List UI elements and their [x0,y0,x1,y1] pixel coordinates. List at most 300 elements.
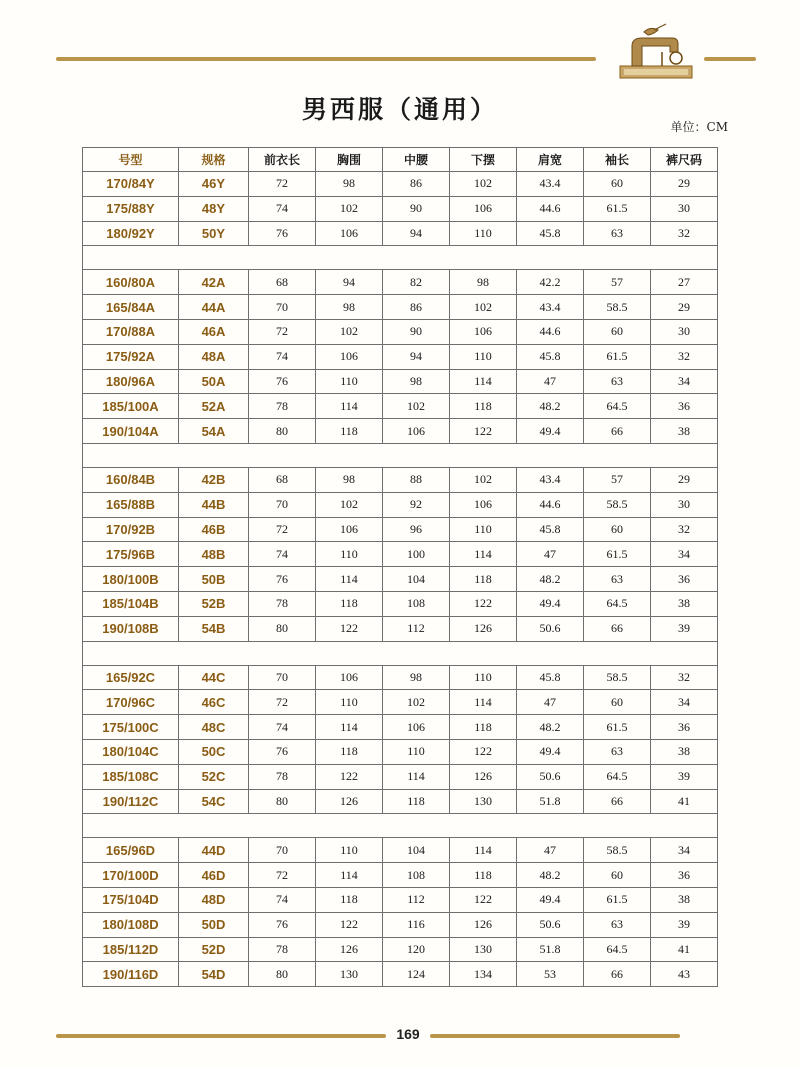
cell-model: 160/80A [83,270,179,295]
cell-waist: 98 [383,369,450,394]
cell-shoulder: 48.2 [517,394,584,419]
cell-front-length: 80 [249,962,316,987]
group-separator-cell [83,246,718,270]
cell-hem: 110 [450,665,517,690]
cell-front-length: 70 [249,295,316,320]
cell-model: 185/104B [83,591,179,616]
cell-sleeve: 61.5 [584,542,651,567]
cell-waist: 90 [383,319,450,344]
table-row [83,542,718,567]
cell-front-length: 76 [249,567,316,592]
cell-sleeve: 60 [584,172,651,197]
column-header-hem: 下摆 [450,148,517,172]
size-chart-body [83,172,718,987]
cell-shoulder: 50.6 [517,912,584,937]
cell-shoulder: 43.4 [517,172,584,197]
cell-spec: 42B [179,467,249,492]
page-title: 男西服（通用） [301,95,498,124]
cell-model: 175/88Y [83,196,179,221]
cell-spec: 42A [179,270,249,295]
cell-sleeve: 63 [584,739,651,764]
table-row [83,962,718,987]
table-row [83,567,718,592]
cell-spec: 50Y [179,221,249,246]
cell-model: 185/108C [83,764,179,789]
cell-model: 190/104A [83,419,179,444]
cell-front-length: 80 [249,789,316,814]
cell-shoulder: 51.8 [517,789,584,814]
cell-spec: 46D [179,863,249,888]
cell-hem: 122 [450,887,517,912]
table-row [83,221,718,246]
cell-front-length: 76 [249,221,316,246]
cell-shoulder: 53 [517,962,584,987]
cell-hem: 106 [450,492,517,517]
cell-front-length: 72 [249,690,316,715]
cell-sleeve: 64.5 [584,591,651,616]
column-header-pant-size: 裤尺码 [651,148,718,172]
cell-model: 170/88A [83,319,179,344]
cell-shoulder: 43.4 [517,467,584,492]
cell-spec: 52A [179,394,249,419]
cell-chest: 98 [316,467,383,492]
cell-waist: 104 [383,567,450,592]
cell-shoulder: 47 [517,542,584,567]
cell-pant-size: 32 [651,344,718,369]
cell-spec: 54C [179,789,249,814]
group-separator-cell [83,443,718,467]
table-row [83,319,718,344]
group-separator-row [83,443,718,467]
table-row [83,616,718,641]
cell-spec: 50B [179,567,249,592]
cell-front-length: 72 [249,172,316,197]
cell-waist: 96 [383,517,450,542]
table-row [83,369,718,394]
column-header-model: 号型 [83,148,179,172]
table-row [83,937,718,962]
top-decorative-rule-right [704,57,756,61]
group-separator-row [83,814,718,838]
table-row [83,172,718,197]
group-separator-row [83,641,718,665]
cell-pant-size: 34 [651,369,718,394]
cell-shoulder: 42.2 [517,270,584,295]
cell-spec: 48A [179,344,249,369]
cell-model: 165/88B [83,492,179,517]
cell-waist: 108 [383,591,450,616]
cell-model: 190/108B [83,616,179,641]
cell-model: 160/84B [83,467,179,492]
table-row [83,295,718,320]
cell-chest: 130 [316,962,383,987]
cell-pant-size: 29 [651,172,718,197]
cell-sleeve: 64.5 [584,764,651,789]
cell-spec: 46C [179,690,249,715]
cell-sleeve: 66 [584,962,651,987]
cell-hem: 130 [450,937,517,962]
cell-hem: 122 [450,739,517,764]
cell-shoulder: 45.8 [517,517,584,542]
cell-chest: 98 [316,295,383,320]
cell-shoulder: 48.2 [517,715,584,740]
cell-chest: 106 [316,665,383,690]
table-row [83,591,718,616]
cell-front-length: 74 [249,196,316,221]
cell-hem: 106 [450,319,517,344]
cell-model: 170/96C [83,690,179,715]
cell-hem: 114 [450,369,517,394]
cell-chest: 118 [316,739,383,764]
cell-model: 180/92Y [83,221,179,246]
cell-sleeve: 61.5 [584,344,651,369]
cell-chest: 110 [316,542,383,567]
page-number: 169 [396,1026,420,1042]
cell-model: 175/100C [83,715,179,740]
table-row [83,887,718,912]
cell-spec: 52C [179,764,249,789]
cell-shoulder: 44.6 [517,319,584,344]
cell-shoulder: 45.8 [517,221,584,246]
cell-spec: 54A [179,419,249,444]
cell-model: 175/96B [83,542,179,567]
cell-chest: 122 [316,764,383,789]
cell-hem: 118 [450,863,517,888]
cell-sleeve: 60 [584,690,651,715]
cell-model: 175/92A [83,344,179,369]
cell-pant-size: 32 [651,221,718,246]
cell-chest: 114 [316,394,383,419]
cell-waist: 106 [383,715,450,740]
cell-waist: 94 [383,344,450,369]
cell-front-length: 70 [249,838,316,863]
cell-pant-size: 41 [651,937,718,962]
table-row [83,517,718,542]
group-separator-row [83,246,718,270]
cell-hem: 110 [450,221,517,246]
cell-spec: 52B [179,591,249,616]
cell-waist: 118 [383,789,450,814]
table-row [83,394,718,419]
table-row [83,912,718,937]
cell-hem: 126 [450,616,517,641]
cell-front-length: 78 [249,937,316,962]
cell-shoulder: 49.4 [517,419,584,444]
cell-sleeve: 63 [584,221,651,246]
cell-shoulder: 45.8 [517,665,584,690]
cell-pant-size: 39 [651,764,718,789]
cell-pant-size: 29 [651,295,718,320]
cell-sleeve: 60 [584,319,651,344]
cell-shoulder: 44.6 [517,492,584,517]
cell-chest: 122 [316,616,383,641]
table-row [83,492,718,517]
cell-chest: 122 [316,912,383,937]
cell-chest: 110 [316,838,383,863]
cell-waist: 92 [383,492,450,517]
cell-hem: 114 [450,690,517,715]
table-row [83,665,718,690]
column-header-shoulder: 肩宽 [517,148,584,172]
cell-hem: 110 [450,344,517,369]
cell-spec: 48C [179,715,249,740]
size-chart-table [82,147,718,987]
cell-waist: 90 [383,196,450,221]
cell-front-length: 76 [249,912,316,937]
cell-front-length: 80 [249,419,316,444]
cell-sleeve: 58.5 [584,295,651,320]
cell-pant-size: 32 [651,517,718,542]
cell-pant-size: 36 [651,394,718,419]
cell-spec: 52D [179,937,249,962]
cell-model: 180/108D [83,912,179,937]
cell-chest: 94 [316,270,383,295]
cell-pant-size: 30 [651,196,718,221]
cell-hem: 114 [450,838,517,863]
cell-shoulder: 44.6 [517,196,584,221]
unit-label: 单位：CM [670,120,728,134]
cell-shoulder: 47 [517,690,584,715]
cell-pant-size: 38 [651,591,718,616]
cell-model: 175/104D [83,887,179,912]
cell-sleeve: 58.5 [584,665,651,690]
cell-pant-size: 27 [651,270,718,295]
table-row [83,863,718,888]
group-separator-cell [83,814,718,838]
cell-front-length: 74 [249,715,316,740]
cell-spec: 46B [179,517,249,542]
cell-waist: 112 [383,616,450,641]
cell-chest: 102 [316,319,383,344]
cell-pant-size: 39 [651,616,718,641]
cell-hem: 130 [450,789,517,814]
cell-chest: 106 [316,221,383,246]
cell-front-length: 74 [249,344,316,369]
cell-spec: 44D [179,838,249,863]
cell-hem: 102 [450,467,517,492]
cell-waist: 112 [383,887,450,912]
cell-sleeve: 61.5 [584,196,651,221]
cell-front-length: 70 [249,492,316,517]
column-header-waist: 中腰 [383,148,450,172]
cell-waist: 102 [383,690,450,715]
cell-shoulder: 49.4 [517,739,584,764]
cell-front-length: 78 [249,764,316,789]
cell-hem: 126 [450,764,517,789]
cell-model: 165/96D [83,838,179,863]
column-header-front-length: 前衣长 [249,148,316,172]
cell-front-length: 74 [249,887,316,912]
tailor-emblem-icon [614,22,698,82]
table-row [83,270,718,295]
cell-waist: 124 [383,962,450,987]
table-row [83,419,718,444]
cell-sleeve: 57 [584,270,651,295]
cell-chest: 106 [316,344,383,369]
cell-front-length: 78 [249,394,316,419]
cell-hem: 126 [450,912,517,937]
cell-pant-size: 36 [651,863,718,888]
cell-pant-size: 41 [651,789,718,814]
cell-model: 165/92C [83,665,179,690]
table-row [83,467,718,492]
cell-sleeve: 57 [584,467,651,492]
table-row [83,764,718,789]
cell-front-length: 70 [249,665,316,690]
cell-spec: 46A [179,319,249,344]
table-row [83,344,718,369]
cell-chest: 114 [316,567,383,592]
cell-front-length: 76 [249,369,316,394]
table-row [83,739,718,764]
cell-sleeve: 58.5 [584,838,651,863]
top-decorative-rule [56,57,596,61]
cell-spec: 48Y [179,196,249,221]
cell-hem: 118 [450,715,517,740]
cell-waist: 108 [383,863,450,888]
cell-waist: 94 [383,221,450,246]
cell-spec: 46Y [179,172,249,197]
cell-pant-size: 38 [651,739,718,764]
cell-pant-size: 36 [651,715,718,740]
cell-shoulder: 51.8 [517,937,584,962]
cell-pant-size: 43 [651,962,718,987]
table-header-row [83,148,718,172]
bottom-decorative-rule [56,1034,386,1038]
cell-model: 170/84Y [83,172,179,197]
cell-shoulder: 49.4 [517,887,584,912]
cell-hem: 122 [450,591,517,616]
cell-front-length: 80 [249,616,316,641]
cell-chest: 106 [316,517,383,542]
column-header-spec: 规格 [179,148,249,172]
cell-sleeve: 61.5 [584,887,651,912]
cell-shoulder: 50.6 [517,764,584,789]
cell-pant-size: 30 [651,492,718,517]
cell-sleeve: 66 [584,789,651,814]
cell-waist: 88 [383,467,450,492]
cell-shoulder: 48.2 [517,567,584,592]
cell-hem: 118 [450,567,517,592]
cell-hem: 118 [450,394,517,419]
cell-model: 190/112C [83,789,179,814]
cell-shoulder: 50.6 [517,616,584,641]
cell-pant-size: 36 [651,567,718,592]
cell-waist: 114 [383,764,450,789]
cell-spec: 48B [179,542,249,567]
cell-chest: 126 [316,789,383,814]
cell-pant-size: 34 [651,838,718,863]
cell-hem: 102 [450,172,517,197]
cell-model: 190/116D [83,962,179,987]
cell-pant-size: 32 [651,665,718,690]
cell-pant-size: 38 [651,887,718,912]
cell-spec: 44B [179,492,249,517]
cell-spec: 50C [179,739,249,764]
cell-waist: 104 [383,838,450,863]
cell-pant-size: 39 [651,912,718,937]
cell-spec: 50D [179,912,249,937]
cell-chest: 110 [316,690,383,715]
cell-front-length: 68 [249,270,316,295]
table-row [83,196,718,221]
cell-waist: 110 [383,739,450,764]
cell-spec: 48D [179,887,249,912]
cell-chest: 118 [316,419,383,444]
cell-shoulder: 49.4 [517,591,584,616]
cell-spec: 54B [179,616,249,641]
cell-chest: 114 [316,863,383,888]
cell-waist: 98 [383,665,450,690]
cell-front-length: 76 [249,739,316,764]
cell-pant-size: 34 [651,542,718,567]
cell-spec: 44A [179,295,249,320]
bottom-decorative-rule-right [430,1034,680,1038]
column-header-sleeve: 袖长 [584,148,651,172]
cell-front-length: 72 [249,319,316,344]
cell-model: 170/92B [83,517,179,542]
cell-chest: 98 [316,172,383,197]
table-row [83,789,718,814]
cell-pant-size: 29 [651,467,718,492]
cell-model: 185/112D [83,937,179,962]
cell-front-length: 68 [249,467,316,492]
cell-sleeve: 66 [584,419,651,444]
table-row [83,838,718,863]
cell-shoulder: 43.4 [517,295,584,320]
cell-model: 170/100D [83,863,179,888]
cell-waist: 120 [383,937,450,962]
cell-shoulder: 47 [517,369,584,394]
cell-shoulder: 47 [517,838,584,863]
cell-chest: 126 [316,937,383,962]
cell-model: 165/84A [83,295,179,320]
cell-chest: 118 [316,887,383,912]
cell-spec: 54D [179,962,249,987]
cell-front-length: 72 [249,517,316,542]
cell-sleeve: 63 [584,912,651,937]
cell-chest: 114 [316,715,383,740]
cell-chest: 102 [316,196,383,221]
cell-waist: 116 [383,912,450,937]
cell-sleeve: 58.5 [584,492,651,517]
cell-sleeve: 63 [584,567,651,592]
cell-hem: 110 [450,517,517,542]
cell-front-length: 74 [249,542,316,567]
cell-waist: 86 [383,172,450,197]
cell-front-length: 72 [249,863,316,888]
cell-pant-size: 34 [651,690,718,715]
cell-waist: 82 [383,270,450,295]
cell-shoulder: 48.2 [517,863,584,888]
cell-pant-size: 38 [651,419,718,444]
cell-sleeve: 64.5 [584,937,651,962]
cell-front-length: 78 [249,591,316,616]
cell-hem: 102 [450,295,517,320]
table-row [83,690,718,715]
cell-waist: 100 [383,542,450,567]
column-header-chest: 胸围 [316,148,383,172]
cell-sleeve: 60 [584,863,651,888]
cell-chest: 102 [316,492,383,517]
cell-waist: 106 [383,419,450,444]
cell-sleeve: 63 [584,369,651,394]
cell-sleeve: 66 [584,616,651,641]
cell-waist: 102 [383,394,450,419]
cell-pant-size: 30 [651,319,718,344]
cell-hem: 134 [450,962,517,987]
cell-sleeve: 61.5 [584,715,651,740]
